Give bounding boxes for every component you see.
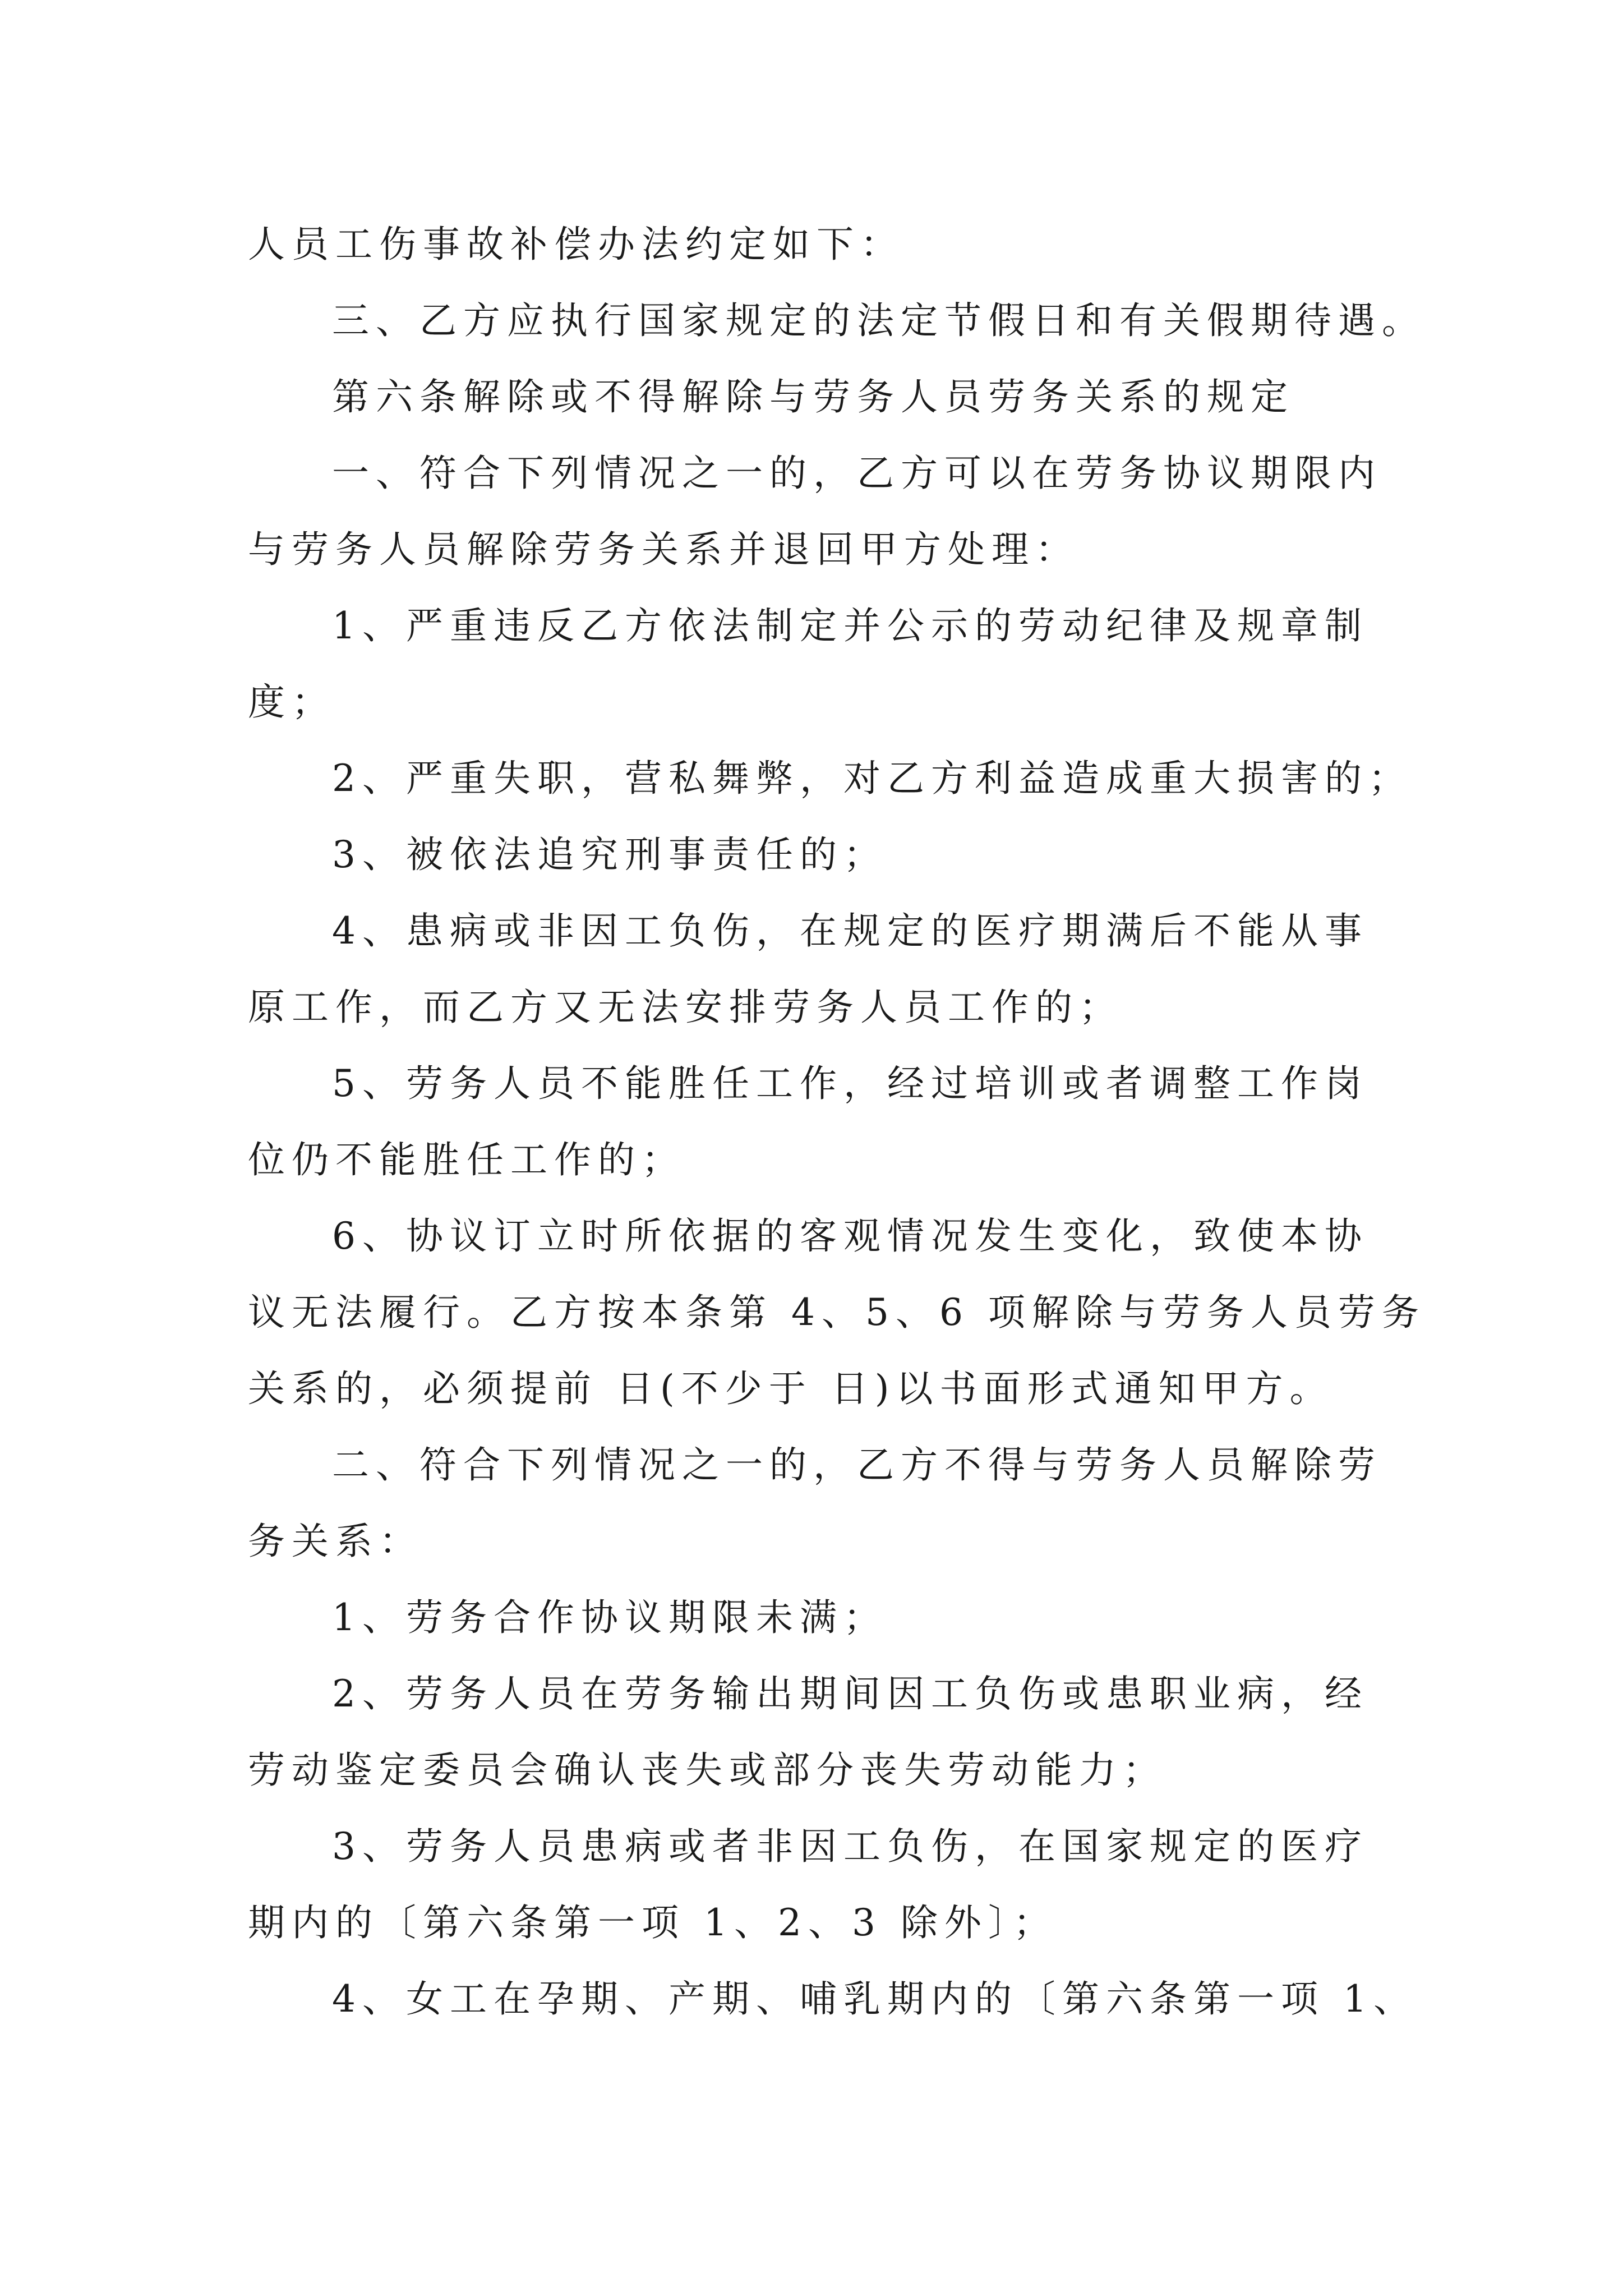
text-line: 议无法履行。乙方按本条第 4、5、6 项解除与劳务人员劳务 xyxy=(248,1291,1426,1334)
text-line: 5、劳务人员不能胜任工作，经过培训或者调整工作岗 xyxy=(332,1062,1368,1105)
text-line: 原工作，而乙方又无法安排劳务人员工作的； xyxy=(248,986,1123,1029)
text-line: 2、严重失职，营私舞弊，对乙方利益造成重大损害的； xyxy=(332,757,1412,800)
text-line: 位仍不能胜任工作的； xyxy=(248,1138,685,1181)
text-line: 2、劳务人员在劳务输出期间因工负伤或患职业病，经 xyxy=(332,1672,1368,1715)
text-line: 人员工伤事故补偿办法约定如下： xyxy=(248,223,904,266)
text-line: 6、协议订立时所依据的客观情况发生变化，致使本协 xyxy=(332,1214,1368,1258)
text-line: 劳动鉴定委员会确认丧失或部分丧失劳动能力； xyxy=(248,1749,1166,1792)
text-line: 期内的〔第六条第一项 1、2、3 除外〕； xyxy=(248,1901,1057,1944)
text-line: 3、劳务人员患病或者非因工负伤，在国家规定的医疗 xyxy=(332,1825,1368,1868)
text-line: 4、女工在孕期、产期、哺乳期内的〔第六条第一项 1、 xyxy=(332,1977,1417,2021)
document-body xyxy=(248,206,1426,2037)
text-line: 1、严重违反乙方依法制定并公示的劳动纪律及规章制 xyxy=(332,604,1368,647)
text-line: 度； xyxy=(248,680,335,724)
text-line: 4、患病或非因工负伤，在规定的医疗期满后不能从事 xyxy=(332,909,1368,953)
text-line: 1、劳务合作协议期限未满； xyxy=(332,1596,887,1639)
text-line: 第六条解除或不得解除与劳务人员劳务关系的规定 xyxy=(332,375,1294,418)
text-line: 三、乙方应执行国家规定的法定节假日和有关假期待遇。 xyxy=(332,299,1426,342)
text-line: 关系的，必须提前 日(不少于 日)以书面形式通知甲方。 xyxy=(248,1367,1334,1410)
text-line: 与劳务人员解除劳务关系并退回甲方处理： xyxy=(248,528,1079,571)
text-line: 务关系： xyxy=(248,1520,423,1563)
text-line: 一、符合下列情况之一的，乙方可以在劳务协议期限内 xyxy=(332,452,1382,495)
text-line: 二、符合下列情况之一的，乙方不得与劳务人员解除劳 xyxy=(332,1443,1382,1487)
text-line: 3、被依法追究刑事责任的； xyxy=(332,833,887,876)
